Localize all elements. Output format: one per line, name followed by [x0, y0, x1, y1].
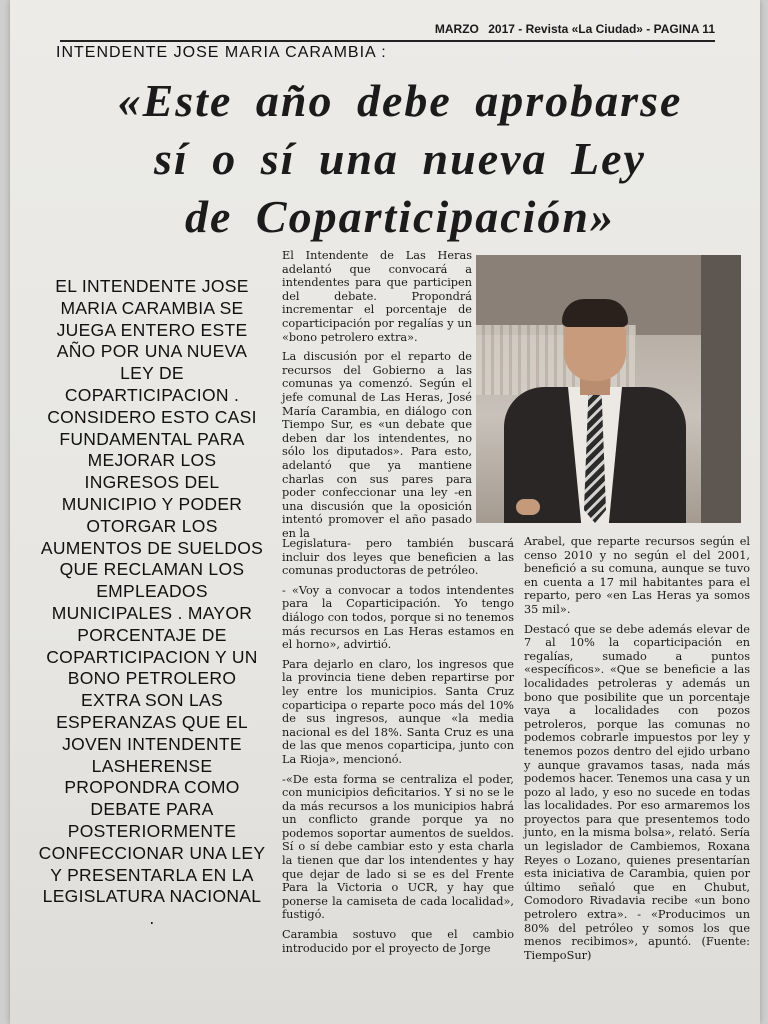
- page-header: [60, 20, 715, 42]
- article-column-3: [524, 535, 750, 968]
- article-paragraph: Para dejarlo en claro, los ingresos que la provincia tiene deben repartirse por ley entre los municipios. Santa Cruz coparticipa o reparte poco más del 10% de sus ingresos, aunque «la media nacional es del 18%. Santa Cruz es una de las que menos coparticipa, junto con La Rioja», mencionó.: [282, 657, 514, 766]
- headline-line-3: de Coparticipación»: [184, 191, 616, 242]
- article-paragraph: Carambia sostuvo que el cambio introducido por el proyecto de Jorge: [282, 928, 514, 955]
- article-paragraph: La discusión por el reparto de recursos del Gobierno a las comunas ya comenzó. Según el jefe comunal de Las Heras, José María Carambia, en diálogo con Tiempo Sur, es «un debate que deben dar los intendentes, no sólo los diputados». Para esto, adelantó que ya mantiene charlas con sus pares para poder confeccionar una ley -en una discusión que la oposición intentó promover el año pasado en la: [282, 350, 472, 540]
- kicker: INTENDENTE JOSE MARIA CARAMBIA :: [56, 44, 387, 61]
- article-column-2-bottom: [282, 537, 514, 961]
- newspaper-page: [10, 0, 760, 1024]
- article-paragraph: Arabel, que reparte recursos según el censo 2010 y no según el del 2001, benefició a su comuna, aunque se tuvo en cuenta a 17 mil habitantes para el reparto, pero «en Las Heras ya somos 35 mil».: [524, 535, 750, 616]
- article-paragraph: -«De esta forma se centraliza el poder, con municipios deficitarios. Y si no se le da más recursos a los municipios habrá un conflicto grande porque ya no podemos soportar aumentos de sueldos. Sí o sí debe cambiar esto y esta charla la tienen que dar los intendentes y hay que dejar de lado si se es del Frente Para la Victoria o UCR, y hay que ponerse la camiseta de cada localidad», fustigó.: [282, 772, 514, 922]
- lead-summary: EL INTENDENTE JOSE MARIA CARAMBIA SE JUEGA ENTERO ESTE AÑO POR UNA NUEVA LEY DE COPARTICIPACION . CONSIDERO ESTO CASI FUNDAMENTAL PARA MEJORAR LOS INGRESOS DEL MUNICIPIO Y PODER OTORGAR LOS AUMENTOS DE SUELDOS QUE RECLAMAN LOS EMPLEADOS MUNICIPALES . MAYOR PORCENTAJE DE COPARTICIPACION Y UN BONO PETROLERO EXTRA SON LAS ESPERANZAS QUE EL JOVEN INTENDENTE LASHERENSE PROPONDRA COMO DEBATE PARA POSTERIORMENTE CONFECCIONAR UNA LEY Y PRESENTARLA EN LA LEGISLATURA NACIONAL .: [38, 276, 266, 929]
- header-issue: 2017 - Revista «La Ciudad» - PAGINA 11: [488, 22, 715, 36]
- article-paragraph: Legislatura- pero también buscará incluir dos leyes que beneficien a las comunas productoras de petróleo.: [282, 537, 514, 578]
- article-paragraph: Destacó que se debe además elevar de 7 al 10% la coparticipación en regalías, sumado a puntos «específicos». «Que se beneficie a las localidades petroleras y además un bono que posibilite que un porcentaje vaya a localidades con pozos petroleros, porque las comunas no podemos cobrarle impuestos por ley y tenemos pozos dentro del ejido urbano y aunque gravamos tasas, nada más podemos hacer. Tenemos una casa y un pozo al lado, y eso no sucede en todas las localidades. Por eso armaremos los proyectos para que presentemos todo junto, en la misma bolsa», relató. Sería un legislador de Cambiemos, Roxana Reyes o Lozano, quienes presentarían esta iniciativa de Carambia, quien por último señaló que en Chubut, Comodoro Rivadavia recibe «un bono petrolero extra». - «Producimos un 80% del petróleo y somos los que menos recibimos», apuntó. (Fuente: TiempoSur): [524, 622, 751, 962]
- article-column-2-top: [282, 249, 472, 546]
- article-paragraph: - «Voy a convocar a todos intendentes para la Coparticipación. Yo tengo diálogo con todos, porque si no tenemos más recursos en Las Heras estamos en el horno», advirtió.: [282, 583, 514, 652]
- header-month: MARZO: [434, 22, 479, 36]
- headline-line-2: sí o sí una nueva Ley: [154, 133, 646, 184]
- photo-intendente: [476, 255, 741, 523]
- article-paragraph: El Intendente de Las Heras adelantó que convocará a intendentes para que participen del debate. Propondrá incrementar el porcentaje de coparticipación por regalías y un «bono petrolero extra».: [282, 249, 472, 344]
- headline-line-1: «Este año debe aprobarse: [117, 75, 683, 126]
- headline: [40, 72, 760, 246]
